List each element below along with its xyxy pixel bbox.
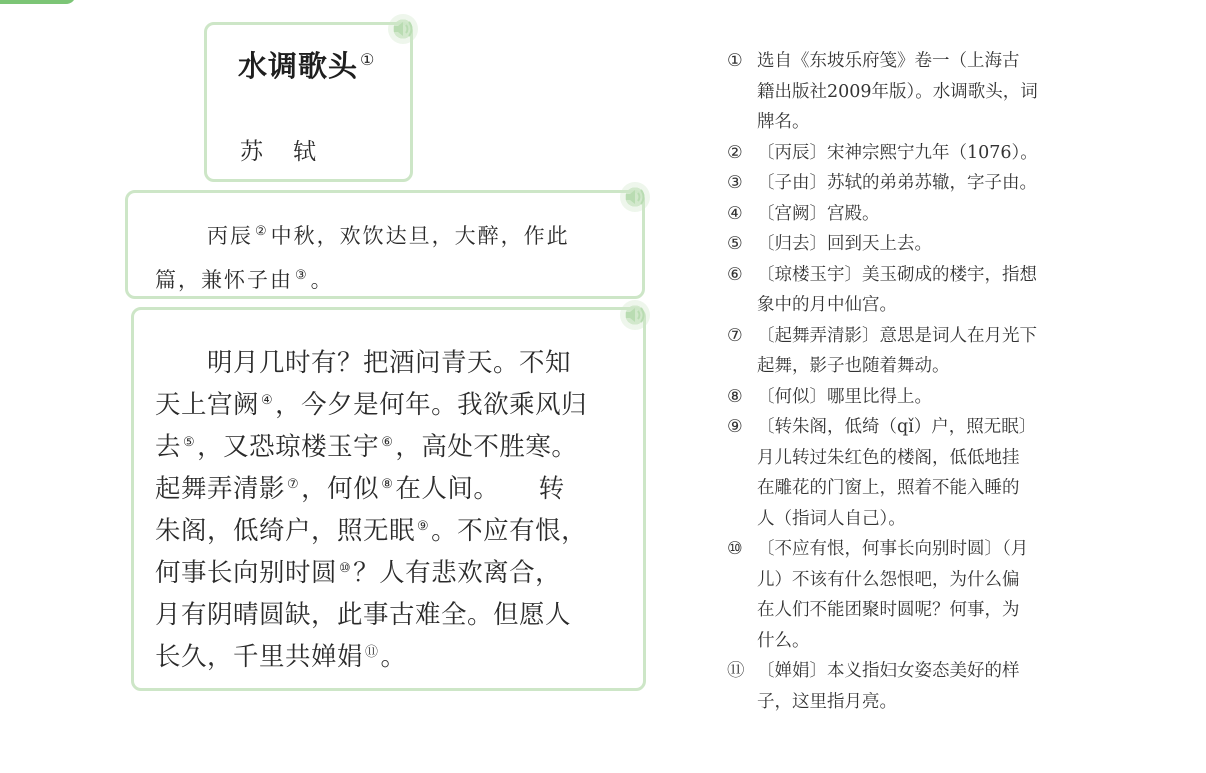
poem-preface: 丙辰 ②中秋，欢饮达旦，大醉，作此 篇，兼怀子由 ③。: [155, 224, 570, 292]
footnote-8: ⑧ 〔何似〕哪里比得上。: [727, 386, 932, 407]
speaker-icon: [392, 19, 414, 39]
note-ref-3[interactable]: ③: [295, 268, 309, 283]
footnotes: [727, 46, 1087, 717]
poem-audio-button[interactable]: [620, 300, 650, 330]
footnote-7: ⑦ 〔起舞弄清影〕意思是词人在月光下 起舞，影子也随着舞动。: [727, 325, 1037, 376]
poem-line: 朱阁，低绮户，照无眠 ⑨。不应有恨，: [155, 516, 588, 546]
preface-audio-button[interactable]: [620, 182, 650, 212]
footnote-11: ⑪ 〔婵娟〕本义指妇女姿态美好的样 子，这里指月亮。: [727, 661, 1020, 712]
title-audio-button[interactable]: [388, 14, 418, 44]
note-ref-11[interactable]: ⑪: [365, 645, 379, 660]
footnote-1: ① 选自《东坡乐府笺》卷一（上海古 籍出版社2009年版）。水调歌头，词 牌名。: [727, 51, 1038, 132]
poem-line: 月有阴晴圆缺，此事古难全。但愿人: [155, 600, 572, 630]
note-ref-5[interactable]: ⑤: [183, 435, 196, 450]
note-ref-6[interactable]: ⑥: [381, 435, 394, 450]
corner-tab: [0, 0, 76, 4]
note-ref-2[interactable]: ②: [255, 224, 269, 239]
note-ref-9[interactable]: ⑨: [417, 519, 430, 534]
poem-body: [155, 342, 625, 678]
poem-title: 水调歌头 ①: [238, 49, 376, 83]
note-ref-10[interactable]: ⑩: [339, 561, 352, 576]
footnote-9: ⑨ 〔转朱阁，低绮（qǐ）户，照无眠〕 月儿转过朱红色的楼阁，低低地挂 在雕花的门窗上，照着不能入睡的 人（指词人自己）。: [727, 417, 1037, 529]
speaker-icon: [624, 187, 646, 207]
footnote-10: ⑩ 〔不应有恨，何事长向别时圆〕（月 儿）不该有什么怨恨吧，为什么偏 在人们不能团聚时圆呢？何事，为 什么。: [727, 539, 1029, 651]
poem-line: 天上宫阙 ④，今夕是何年。我欲乘风归: [155, 390, 588, 420]
poem-line: 何事长向别时圆 ⑩？人有悲欢离合，: [155, 558, 562, 588]
poem-line: 去 ⑤，又恐琼楼玉宇 ⑥，高处不胜寒。: [155, 432, 578, 462]
footnote-2: ② 〔丙辰〕宋神宗熙宁九年（1076）。: [727, 142, 1038, 163]
title-note-ref[interactable]: ①: [360, 50, 376, 70]
note-ref-4[interactable]: ④: [261, 393, 274, 408]
note-ref-8[interactable]: ⑧: [381, 477, 394, 492]
poem-author: 苏轼: [240, 139, 346, 165]
note-ref-7[interactable]: ⑦: [287, 477, 300, 492]
footnote-3: ③ 〔子由〕苏轼的弟弟苏辙，字子由。: [727, 173, 1037, 193]
poem-line: 起舞弄清影 ⑦，何似 ⑧在人间。 转: [155, 474, 565, 504]
poem-line: 明月几时有？把酒问青天。不知: [207, 348, 572, 378]
footnote-4: ④ 〔宫阙〕宫殿。: [727, 203, 880, 224]
footnote-5: ⑤ 〔归去〕回到天上去。: [727, 234, 932, 254]
speaker-icon: [624, 305, 646, 325]
footnote-6: ⑥ 〔琼楼玉宇〕美玉砌成的楼宇，指想 象中的月中仙宫。: [727, 264, 1037, 315]
poem-line: 长久，千里共婵娟 ⑪。: [155, 642, 407, 672]
